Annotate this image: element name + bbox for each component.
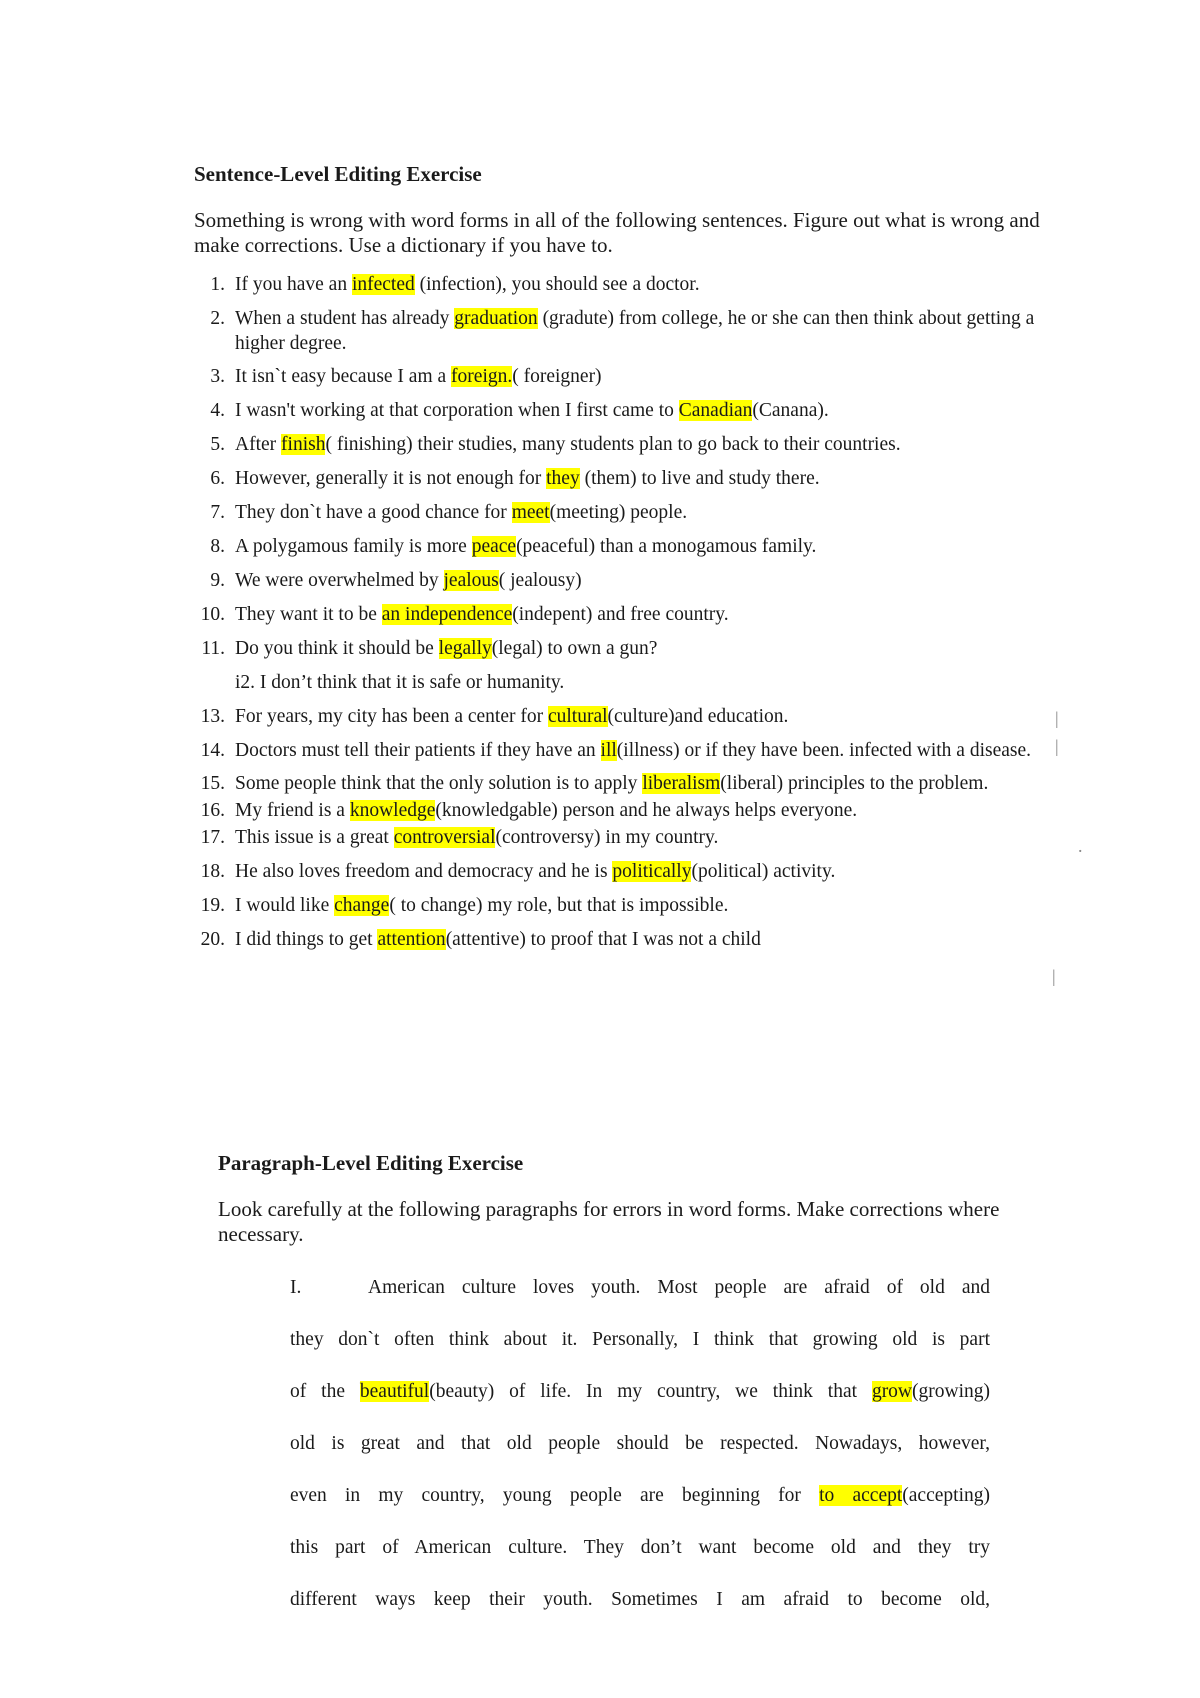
item-correction: ( finishing) their studies, many students plan to go back to their countries.	[325, 434, 901, 455]
item-number: 14.	[200, 740, 225, 761]
item-text-before: A polygamous family is more	[235, 536, 472, 557]
item-text-before: They want it to be	[235, 604, 382, 625]
item-text	[225, 636, 1080, 661]
paragraph-line	[290, 1431, 990, 1483]
list-item	[180, 771, 1080, 796]
highlighted-error: grow	[871, 1381, 913, 1402]
list-item	[180, 568, 1080, 593]
item-correction: ( to change) my role, but that is impossible.	[389, 895, 729, 916]
item-text	[225, 398, 1080, 423]
paragraph-exercise-text	[290, 1275, 990, 1639]
line-text: even in my country, young people are beginning for	[290, 1485, 820, 1506]
item-text-before: They don`t have a good chance for	[235, 502, 512, 523]
item-text-before: I wasn't working at that corporation when I first came to	[235, 400, 679, 421]
list-item	[180, 825, 1080, 850]
list-item	[180, 500, 1080, 525]
paragraph-line	[290, 1483, 990, 1535]
item-number: 17.	[200, 827, 225, 848]
item-text	[225, 602, 1080, 627]
item-number: 15.	[200, 773, 225, 794]
list-item	[180, 704, 1080, 729]
item-text	[225, 704, 1080, 729]
item-number: 7.	[210, 502, 225, 523]
item-text-before: i2. I don’t think that it is safe or humanity.	[235, 672, 565, 693]
line-text: they don`t often think about it. Personally, I think that growing old is part	[290, 1329, 990, 1350]
item-correction: (political) activity.	[691, 861, 836, 882]
margin-mark: |	[1055, 708, 1059, 728]
item-text	[225, 927, 1080, 952]
highlighted-error: cultural	[547, 706, 608, 727]
highlighted-error: liberalism	[642, 773, 721, 794]
highlighted-error: legally	[438, 638, 492, 659]
item-text-before: My friend is a	[235, 800, 350, 821]
item-text	[225, 466, 1080, 491]
line-text: different ways keep their youth. Sometimes I am afraid to become old,	[290, 1589, 990, 1610]
item-text	[225, 825, 1080, 850]
item-number: 13.	[200, 706, 225, 727]
list-item	[180, 798, 1080, 823]
item-text-before: I did things to get	[235, 929, 378, 950]
list-item	[180, 364, 1080, 389]
item-number: 16.	[200, 800, 225, 821]
item-text-before: Some people think that the only solution is to apply	[235, 773, 643, 794]
item-number: 11.	[201, 638, 225, 659]
list-item	[180, 432, 1080, 457]
paragraph-line	[290, 1275, 990, 1327]
margin-mark: .	[1078, 836, 1083, 856]
item-text-before: After	[235, 434, 282, 455]
item-number: 3.	[210, 366, 225, 387]
highlighted-error: infected	[351, 274, 415, 295]
item-correction: (indepent) and free country.	[512, 604, 729, 625]
highlighted-error: attention	[377, 929, 446, 950]
paragraph-exercise-instructions: Look carefully at the following paragraphs for errors in word forms. Make corrections where necessary.	[218, 1197, 1000, 1246]
list-item	[180, 398, 1080, 423]
list-item	[180, 534, 1080, 559]
line-text: of the	[290, 1381, 360, 1402]
item-number: 4.	[210, 400, 225, 421]
list-item	[180, 602, 1080, 627]
item-correction: (them) to live and study there.	[579, 468, 820, 489]
margin-mark: |	[1055, 736, 1059, 756]
item-text-before: However, generally it is not enough for	[235, 468, 547, 489]
line-correction: (accepting)	[902, 1485, 990, 1506]
item-text-before: He also loves freedom and democracy and he is	[235, 861, 613, 882]
paragraph-line	[290, 1327, 990, 1379]
item-correction: (legal) to own a gun?	[491, 638, 658, 659]
item-correction: (liberal) principles to the problem.	[720, 773, 989, 794]
item-number: 18.	[200, 861, 225, 882]
paragraph-line	[290, 1587, 990, 1639]
item-text	[225, 771, 1080, 796]
item-correction: (meeting) people.	[549, 502, 688, 523]
item-text-before: I would like	[235, 895, 335, 916]
item-number: 5.	[210, 434, 225, 455]
highlighted-error: foreign.	[451, 366, 513, 387]
highlighted-error: graduation	[454, 308, 538, 329]
highlighted-error: change	[334, 895, 390, 916]
line-text: this part of American culture. They don’t want become old and they try	[290, 1537, 990, 1558]
list-item	[180, 738, 1080, 763]
item-correction: (Canana).	[752, 400, 829, 421]
line-correction: (growing)	[912, 1381, 990, 1402]
item-text-before: We were overwhelmed by	[235, 570, 444, 591]
line-correction: (beauty) of life. In my country, we think that	[429, 1381, 872, 1402]
item-correction: (controversy) in my country.	[495, 827, 719, 848]
paragraph-line	[290, 1379, 990, 1431]
line-text: American culture loves youth. Most people are afraid of old and	[368, 1277, 990, 1298]
item-text-before: For years, my city has been a center for	[235, 706, 548, 727]
item-text-before: It isn`t easy because I am a	[235, 366, 452, 387]
list-item	[180, 927, 1080, 952]
item-correction: (infection), you should see a doctor.	[414, 274, 700, 295]
item-correction: ( jealousy)	[498, 570, 582, 591]
item-text	[225, 738, 1080, 763]
item-correction: (knowledgable) person and he always helps everyone.	[435, 800, 858, 821]
item-text-before: This issue is a great	[235, 827, 394, 848]
item-text	[225, 534, 1080, 559]
item-number: 9.	[210, 570, 225, 591]
item-number	[180, 670, 225, 695]
item-number: 6.	[210, 468, 225, 489]
item-text	[225, 798, 1080, 823]
item-number: 1.	[210, 274, 225, 295]
highlighted-error: peace	[471, 536, 517, 557]
highlighted-error: ill	[600, 740, 617, 761]
highlighted-error: politically	[612, 861, 692, 882]
item-correction: (gradute) from college, he or she can then think about getting a higher degree.	[235, 308, 1035, 354]
item-number: 10.	[200, 604, 225, 625]
item-number: 8.	[210, 536, 225, 557]
item-text	[225, 500, 1080, 525]
list-item	[180, 859, 1080, 884]
paragraph-exercise-title: Paragraph-Level Editing Exercise	[218, 1151, 524, 1175]
item-text-before: Doctors must tell their patients if they have an	[235, 740, 601, 761]
sentence-exercise-list	[180, 272, 1080, 961]
sentence-exercise-instructions: Something is wrong with word forms in all of the following sentences. Figure out what is wrong and make corrections. Use a dictionary if you have to.	[194, 208, 1040, 257]
highlighted-error: to accept	[819, 1485, 903, 1506]
item-correction: (illness) or if they have been. infected with a disease.	[616, 740, 1032, 761]
list-item	[180, 893, 1080, 918]
highlighted-error: beautiful	[359, 1381, 430, 1402]
item-text	[225, 859, 1080, 884]
item-text	[225, 568, 1080, 593]
item-text	[225, 272, 1080, 297]
highlighted-error: meet	[511, 502, 550, 523]
item-number: 19.	[200, 895, 225, 916]
item-text	[225, 670, 1080, 695]
roman-numeral: I.	[290, 1277, 302, 1298]
item-text-before: Do you think it should be	[235, 638, 439, 659]
highlighted-error: controversial	[393, 827, 496, 848]
highlighted-error: an independence	[381, 604, 513, 625]
list-item	[180, 636, 1080, 661]
item-correction: (peaceful) than a monogamous family.	[516, 536, 817, 557]
highlighted-error: knowledge	[349, 800, 436, 821]
item-text-before: If you have an	[235, 274, 352, 295]
highlighted-error: they	[546, 468, 580, 489]
highlighted-error: jealous	[443, 570, 499, 591]
item-correction: ( foreigner)	[512, 366, 602, 387]
item-number: 20.	[200, 929, 225, 950]
line-text: old is great and that old people should be respected. Nowadays, however,	[290, 1433, 990, 1454]
list-item	[180, 306, 1080, 356]
item-correction: (culture)and education.	[607, 706, 789, 727]
paragraph-line	[290, 1535, 990, 1587]
highlighted-error: finish	[281, 434, 326, 455]
highlighted-error: Canadian	[678, 400, 753, 421]
item-correction: (attentive) to proof that I was not a child	[445, 929, 761, 950]
list-item	[180, 272, 1080, 297]
item-text	[225, 364, 1080, 389]
item-text-before: When a student has already	[235, 308, 455, 329]
item-text	[225, 306, 1080, 356]
item-number: 2.	[210, 308, 225, 329]
item-text	[225, 432, 1080, 457]
margin-mark: |	[1052, 966, 1056, 986]
sentence-exercise-title: Sentence-Level Editing Exercise	[194, 162, 482, 186]
item-text	[225, 893, 1080, 918]
list-item	[180, 466, 1080, 491]
list-item	[180, 670, 1080, 695]
